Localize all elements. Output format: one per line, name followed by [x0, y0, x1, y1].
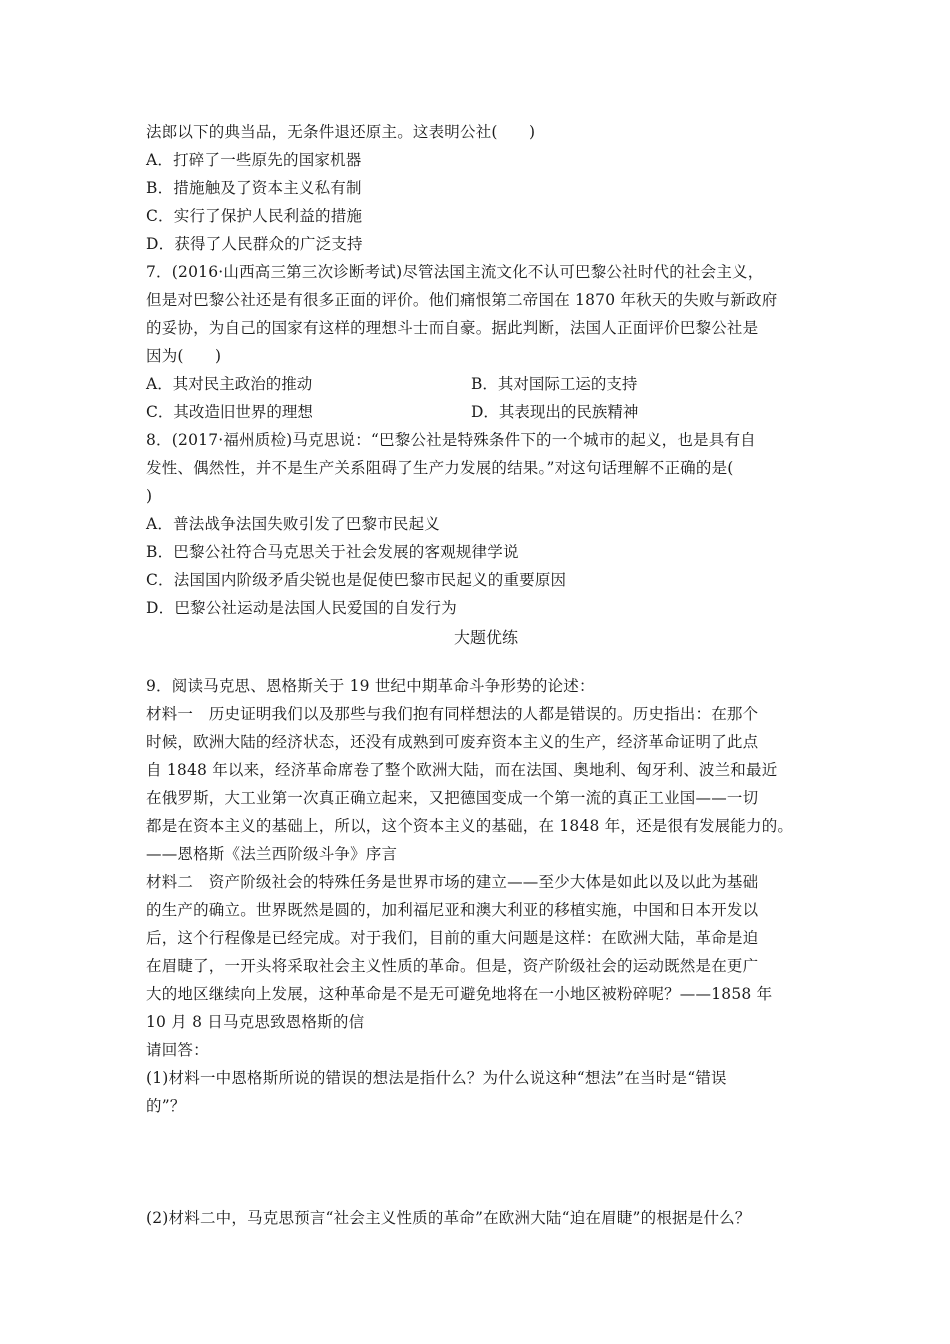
- material-1-line: 在俄罗斯，大工业第一次真正确立起来，又把德国变成一个第一流的真正工业国——一切: [146, 789, 759, 807]
- options-row: [146, 398, 826, 426]
- sub-question-2: (2)材料二中，马克思预言“社会主义性质的革命”在欧洲大陆“迫在眉睫”的根据是什么？: [146, 1209, 751, 1227]
- question-7-line: 因为( ): [146, 347, 222, 365]
- option-b: B．巴黎公社符合马克思关于社会发展的客观规律学说: [146, 543, 519, 561]
- question-8: [146, 426, 826, 622]
- sub-question-1: 的”？: [146, 1097, 186, 1115]
- material-1-line: 自 1848 年以来，经济革命席卷了整个欧洲大陆，而在法国、奥地利、匈牙利、波兰和最近: [146, 761, 778, 779]
- material-1-line: 都是在资本主义的基础上，所以，这个资本主义的基础，在 1848 年，还是很有发展能力的。: [146, 817, 794, 835]
- option-b: B．措施触及了资本主义私有制: [146, 179, 362, 197]
- question-8-line: ): [146, 487, 153, 505]
- option-d: D．巴黎公社运动是法国人民爱国的自发行为: [146, 599, 457, 617]
- question-6-tail: 法郎以下的典当品，无条件退还原主。这表明公社( ): [146, 123, 536, 141]
- material-1-source: ——恩格斯《法兰西阶级斗争》序言: [146, 845, 398, 863]
- section-title: 大题优练: [453, 628, 518, 647]
- sub-question-1: (1)材料一中恩格斯所说的错误的想法是指什么？为什么说这种“想法”在当时是“错误: [146, 1069, 727, 1087]
- material-2-line: 大的地区继续向上发展，这种革命是不是无可避免地将在一小地区被粉碎呢？——1858 年: [146, 985, 773, 1003]
- material-2-line: 在眉睫了，一开头将采取社会主义性质的革命。但是，资产阶级社会的运动既然是在更广: [146, 957, 759, 975]
- option-c: C．法国国内阶级矛盾尖锐也是促使巴黎市民起义的重要原因: [146, 571, 567, 589]
- question-6: [146, 118, 826, 258]
- question-9: [146, 672, 826, 1232]
- material-1-line: 材料一 历史证明我们以及那些与我们抱有同样想法的人都是错误的。历史指出：在那个: [146, 705, 759, 723]
- question-7-line: 但是对巴黎公社还是有很多正面的评价。他们痛恨第二帝国在 1870 年秋天的失败与新政府: [146, 291, 778, 309]
- question-7: [146, 258, 826, 426]
- option-b: B．其对国际工运的支持: [471, 375, 638, 393]
- option-a: A．普法战争法国失败引发了巴黎市民起义: [146, 515, 440, 533]
- option-d: D．其表现出的民族精神: [471, 403, 639, 421]
- material-2-line: 后，这个行程像是已经完成。对于我们，目前的重大问题是这样：在欧洲大陆，革命是迫: [146, 929, 759, 947]
- question-7-line: 的妥协，为自己的国家有这样的理想斗士而自豪。据此判断，法国人正面评价巴黎公社是: [146, 319, 759, 337]
- option-c: C．实行了保护人民利益的措施: [146, 207, 363, 225]
- question-7-line: 7．(2016·山西高三第三次诊断考试)尽管法国主流文化不认可巴黎公社时代的社会主义，: [146, 263, 764, 281]
- prompt-label: 请回答：: [146, 1041, 209, 1059]
- question-9-line: 9．阅读马克思、恩格斯关于 19 世纪中期革命斗争形势的论述：: [146, 677, 595, 695]
- spacer: [146, 652, 826, 672]
- answer-space: [146, 1120, 826, 1204]
- option-a: A．打碎了一些原先的国家机器: [146, 151, 362, 169]
- option-a: A．其对民主政治的推动: [146, 375, 313, 393]
- option-c: C．其改造旧世界的理想: [146, 403, 313, 421]
- material-2-source: 10 月 8 日马克思致恩格斯的信: [146, 1013, 365, 1031]
- material-1-line: 时候，欧洲大陆的经济状态，还没有成熟到可废弃资本主义的生产，经济革命证明了此点: [146, 733, 759, 751]
- material-2-line: 的生产的确立。世界既然是圆的，加利福尼亚和澳大利亚的移植实施，中国和日本开发以: [146, 901, 759, 919]
- document-page: [146, 118, 826, 1232]
- options-row: [146, 370, 826, 398]
- question-8-line: 发性、偶然性，并不是生产关系阻碍了生产力发展的结果。”对这句话理解不正确的是(: [146, 459, 734, 477]
- question-8-line: 8．(2017·福州质检)马克思说：“巴黎公社是特殊条件下的一个城市的起义，也是具有自: [146, 431, 756, 449]
- material-2-line: 材料二 资产阶级社会的特殊任务是世界市场的建立——至少大体是如此以及以此为基础: [146, 873, 759, 891]
- option-d: D．获得了人民群众的广泛支持: [146, 235, 363, 253]
